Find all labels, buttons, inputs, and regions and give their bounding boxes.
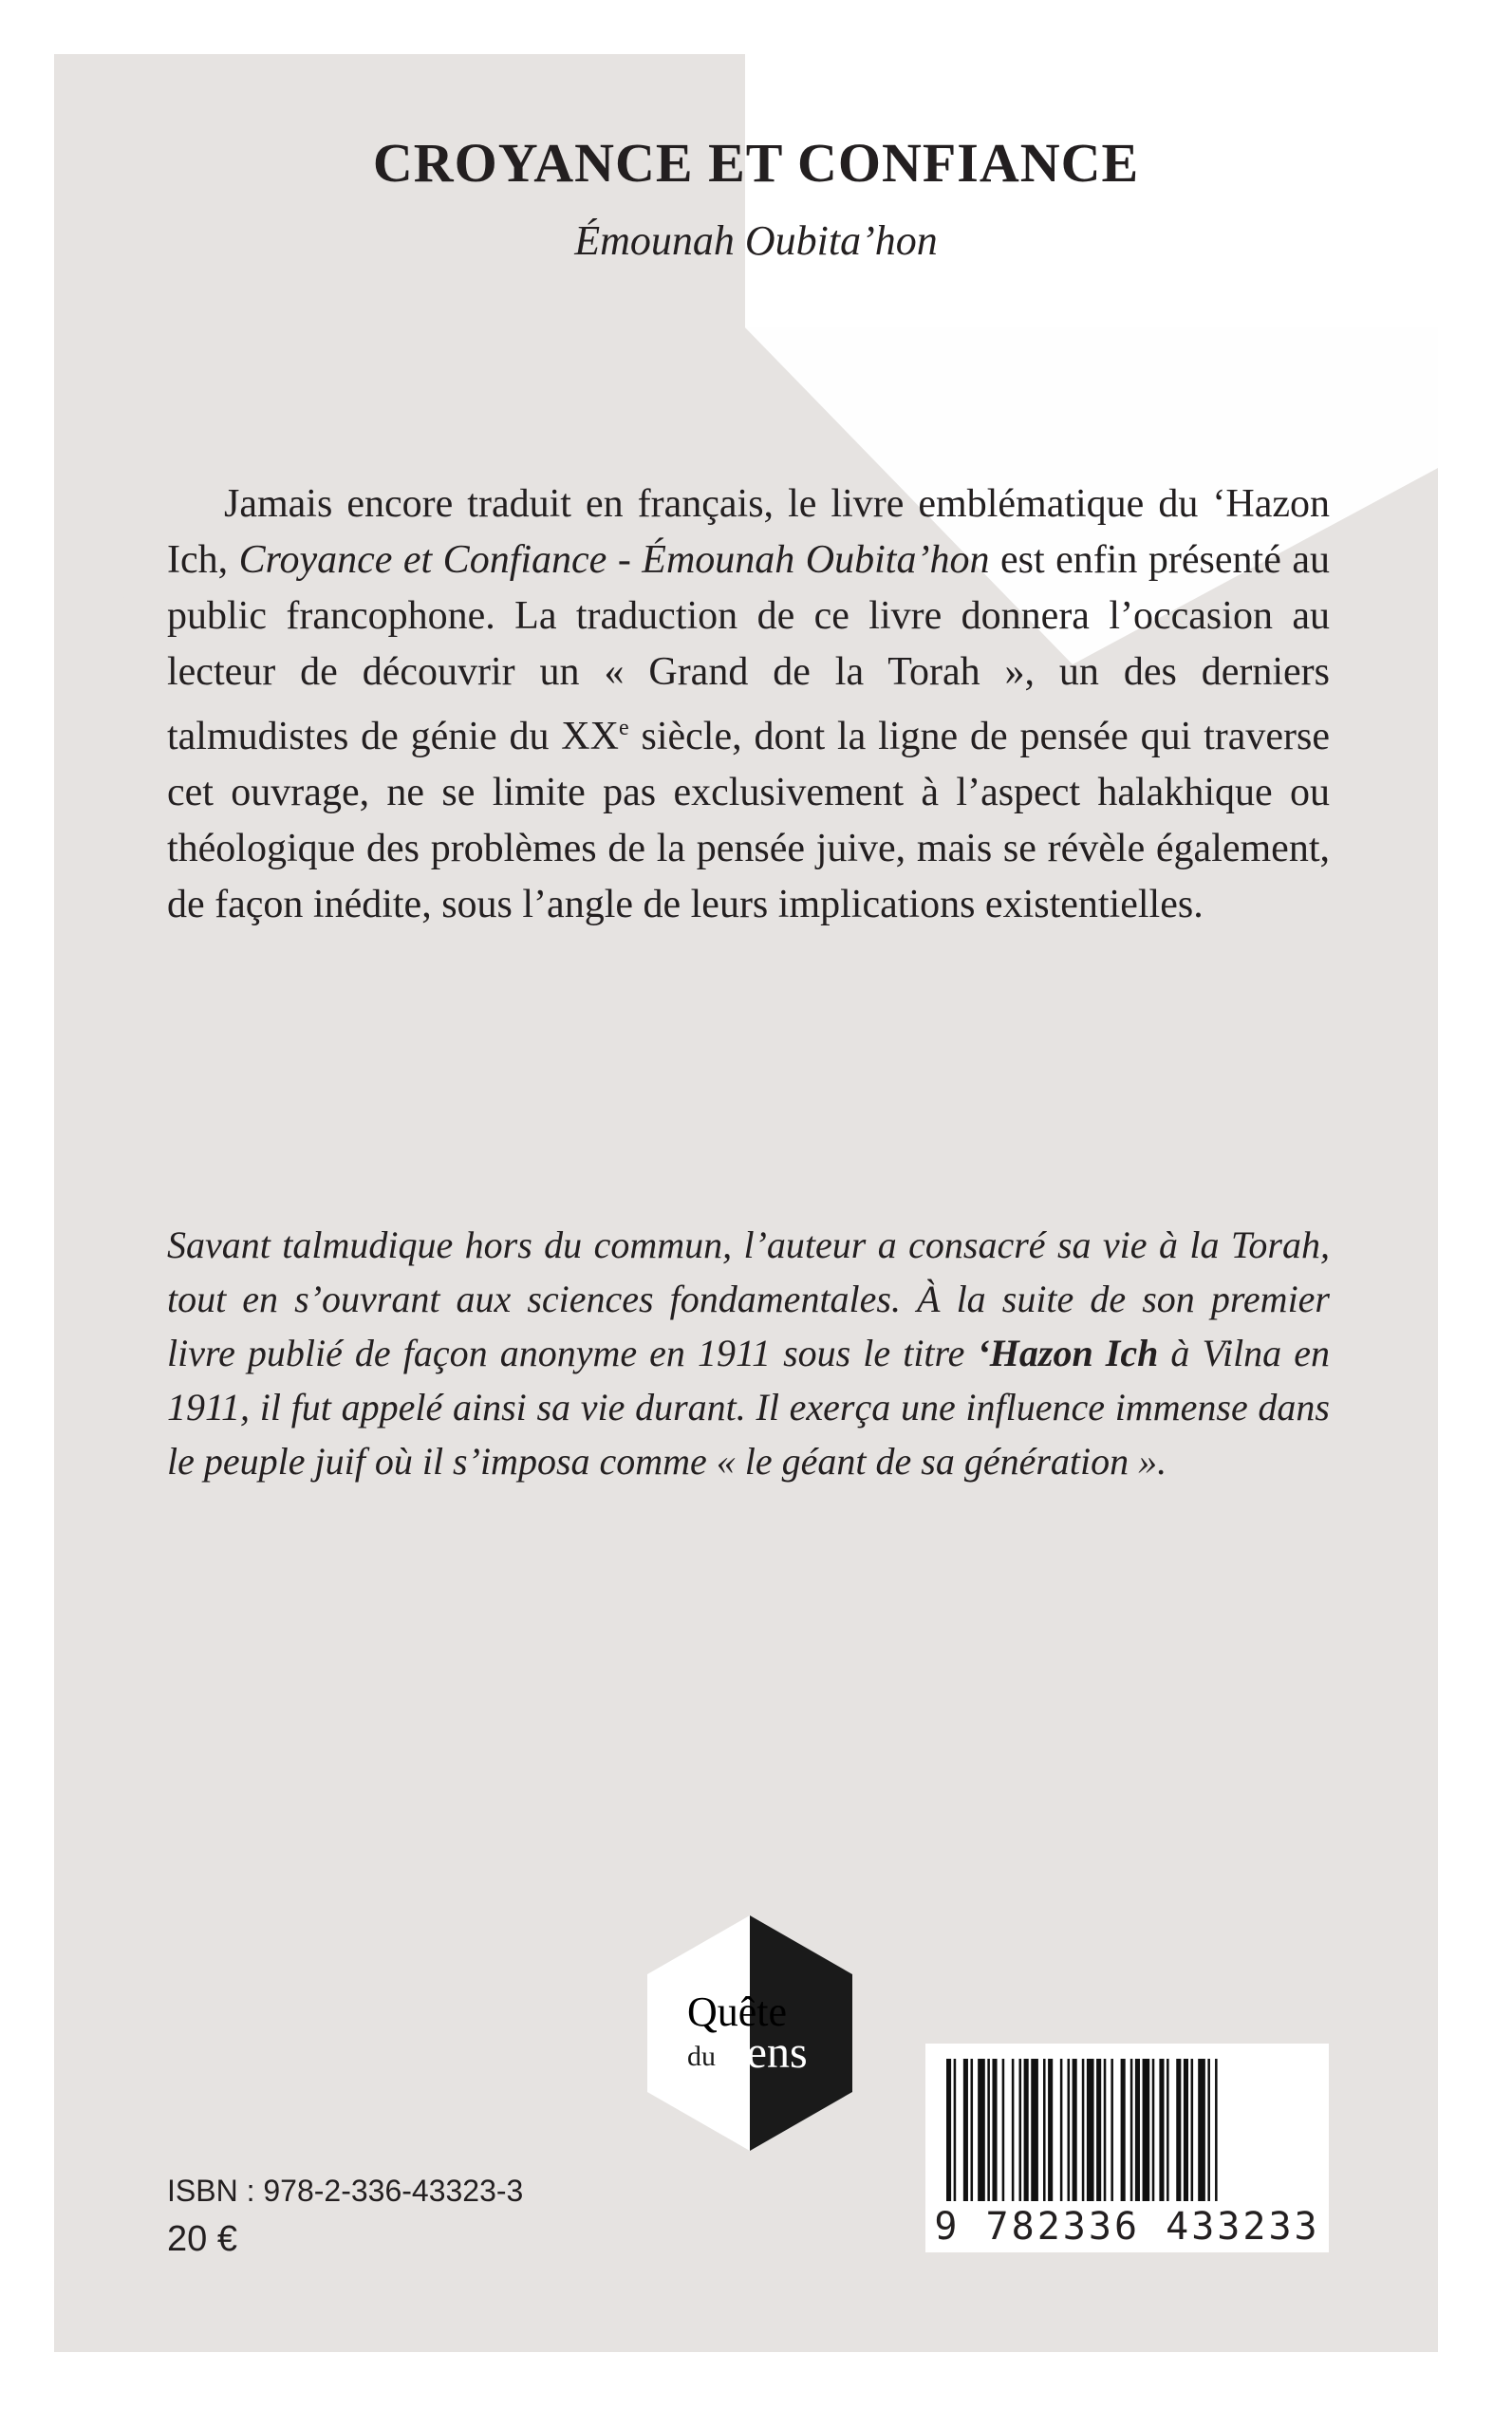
author-bio-part2: à Vilna en 1911, il fut appelé ainsi sa vie durant. Il exerça une influence immense dans le peuple juif où il s’imposa comme « le géant de sa génération ». <box>167 1332 1331 1483</box>
barcode-bar <box>978 2059 985 2201</box>
barcode-bar <box>1024 2059 1029 2201</box>
author-bio <box>167 1218 1330 1488</box>
book-description <box>167 476 1330 933</box>
barcode-bar <box>1135 2059 1140 2201</box>
isbn: ISBN : 978-2-336-43323-3 <box>167 2174 524 2208</box>
barcode-bar <box>1060 2059 1063 2201</box>
description-conclusion: siècle, dont la ligne de pensée qui traverse cet ouvrage, ne se limite pas exclusivement à l’aspect halakhique ou théologique des problèmes de la pensée juive, mais se révèle également, de façon inédite, sous l’angle de leurs implications existentielles. <box>167 715 1331 926</box>
book-title: CROYANCE ET CONFIANCE <box>372 132 1140 194</box>
barcode-bar <box>1198 2059 1205 2201</box>
century-superscript: e <box>618 716 629 740</box>
barcode-bar <box>1215 2059 1218 2201</box>
barcode-bar <box>1130 2059 1133 2201</box>
barcode-bar <box>1082 2059 1085 2201</box>
barcode <box>946 2059 1307 2201</box>
publisher-logo <box>645 1914 854 2153</box>
book-subtitle: Émounah Oubita’hon <box>574 217 938 264</box>
barcode-box <box>925 2044 1329 2252</box>
author-bio-part1: Savant talmudique hors du commun, l’auteur a consacré sa vie à la Torah, tout en s’ouvrant aux sciences fondamentales. À la suite de son premier livre publié de façon anonyme en 1911 sous le titre <box>167 1223 1330 1374</box>
barcode-bar <box>1043 2059 1046 2201</box>
logo-word-sens: sens <box>729 2027 808 2078</box>
author-bio-bold-title: ‘Hazon Ich <box>977 1332 1159 1374</box>
barcode-bar <box>1152 2059 1155 2201</box>
barcode-bar <box>1184 2059 1188 2201</box>
barcode-digits: 9 782336 433233 <box>934 2205 1320 2249</box>
barcode-bar <box>987 2059 990 2201</box>
barcode-bar <box>1104 2059 1107 2201</box>
barcode-bar <box>946 2059 951 2201</box>
barcode-bar <box>1111 2059 1113 2201</box>
barcode-bar <box>1002 2059 1005 2201</box>
barcode-bar <box>1176 2059 1181 2201</box>
description-body: est enfin présenté au public francophone. La traduction de ce livre donnera l’occasion au lecteur de découvrir un « Grand de la Torah », un des derniers talmudistes de génie du XX <box>167 538 1330 758</box>
barcode-bar <box>1012 2059 1015 2201</box>
barcode-bar <box>992 2059 997 2201</box>
barcode-bar <box>1096 2059 1101 2201</box>
barcode-bar <box>1048 2059 1053 2201</box>
barcode-bar <box>1073 2059 1077 2201</box>
barcode-bar <box>1087 2059 1094 2201</box>
barcode-bar <box>1143 2059 1150 2201</box>
barcode-bar <box>1207 2059 1210 2201</box>
barcode-bar <box>1121 2059 1126 2201</box>
barcode-bar <box>1068 2059 1071 2201</box>
logo-word-quete: Quête <box>687 1989 788 2035</box>
description-intro: Jamais encore traduit en français, le livre emblématique du ‘Hazon Ich, <box>167 482 1330 582</box>
barcode-bar <box>963 2059 968 2201</box>
logo-word-du: du <box>687 2041 716 2072</box>
price: 20 € <box>167 2219 237 2259</box>
barcode-bar <box>971 2059 974 2201</box>
barcode-bar <box>1159 2059 1164 2201</box>
barcode-bar <box>1191 2059 1194 2201</box>
barcode-bar <box>1019 2059 1022 2201</box>
barcode-bar <box>1167 2059 1169 2201</box>
barcode-bar <box>954 2059 957 2201</box>
barcode-bar <box>1031 2059 1038 2201</box>
description-book-title: Croyance et Confiance - Émounah Oubita’hon <box>238 538 990 582</box>
